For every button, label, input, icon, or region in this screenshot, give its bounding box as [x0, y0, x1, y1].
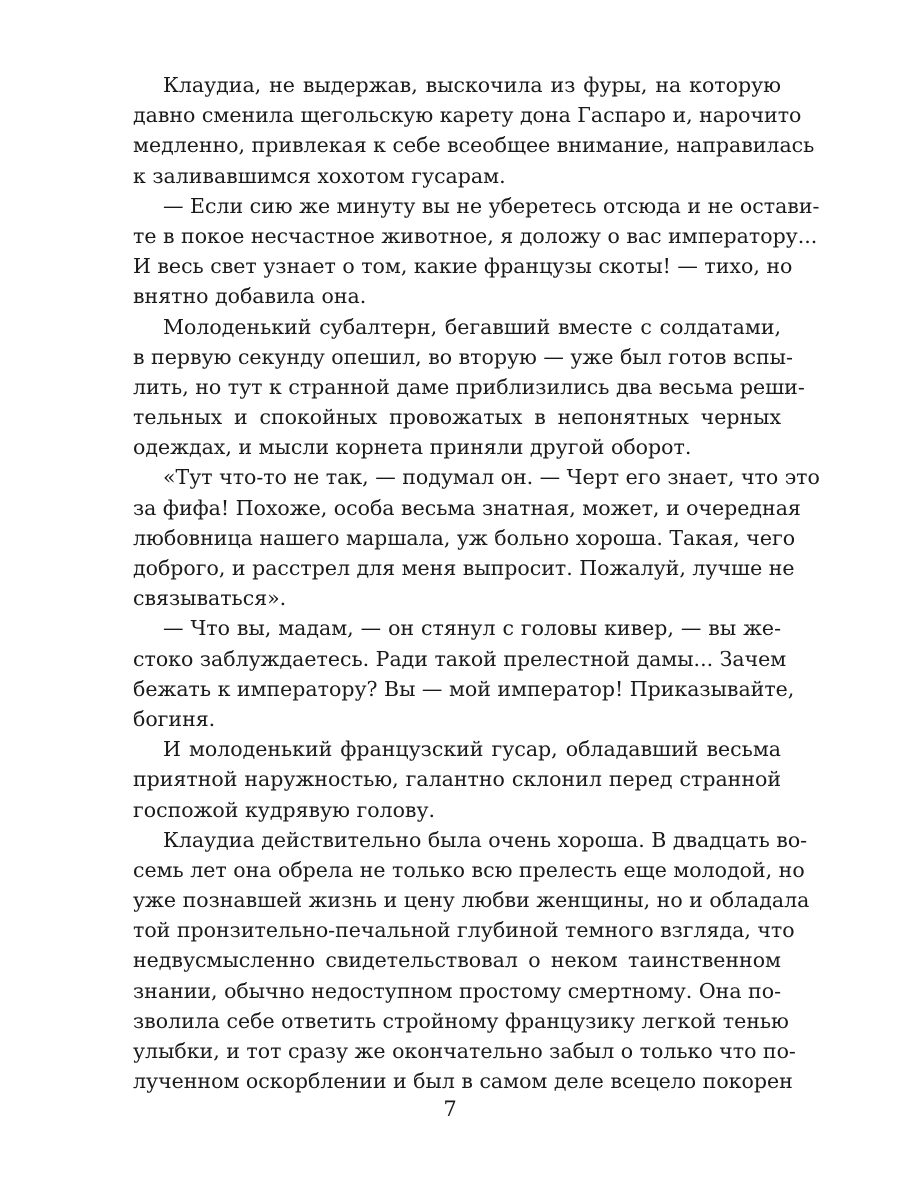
text-line: Клаудиа действительно была очень хороша. В двадцать во- — [163, 827, 808, 852]
text-line: госпожой кудрявую голову. — [133, 797, 436, 822]
text-line: лить, но тут к странной даме приблизились два весьма реши- — [133, 374, 805, 399]
text-line: связываться». — [133, 586, 287, 611]
text-line: семь лет она обрела не только всю прелесть еще молодой, но — [133, 857, 805, 882]
text-line: — Если сию же минуту вы не уберетесь отсюда и не остави- — [163, 193, 820, 218]
text-line: приятной наружностью, галантно склонил перед странной — [133, 767, 781, 792]
text-line: доброго, и расстрел для меня выпросит. Пожалуй, лучше не — [133, 556, 795, 580]
text-line: той пронзительно-печальной глубиной темного взгляда, что — [133, 918, 795, 943]
text-line: за фифа! Похоже, особа весьма знатная, может, и очередная — [133, 495, 801, 520]
text-line: богиня. — [133, 706, 216, 731]
text-line: И весь свет узнает о том, какие французы скоты! — тихо, но — [133, 254, 793, 279]
text-line: в первую секунду опешил, во вторую — уже был готов вспы- — [133, 344, 793, 369]
paragraph — [133, 312, 805, 463]
body-text — [133, 70, 820, 1096]
text-line: недвусмысленно свидетельствовал о неком таинственном — [133, 948, 781, 973]
text-line: лученном оскорблении и был в самом деле всецело покорен — [133, 1069, 793, 1094]
paragraph — [133, 462, 820, 613]
text-line: стоко заблуждаетесь. Ради такой прелестной дамы... Зачем — [133, 646, 787, 671]
text-line: зволила себе ответить стройному французику легкой тенью — [133, 1008, 789, 1033]
text-line: те в покое несчастное животное, я доложу о вас императору... — [133, 223, 818, 248]
text-line: давно сменила щегольскую карету дона Гаспаро и, нарочито — [133, 103, 802, 128]
text-line: Клаудиа, не выдержав, выскочила из фуры, на которую — [163, 73, 781, 97]
paragraph — [133, 825, 810, 1097]
text-line: к заливавшимся хохотом гусарам. — [133, 163, 506, 188]
text-line: любовница нашего маршала, уж больно хороша. Такая, чего — [133, 525, 796, 550]
text-line: И молоденький французский гусар, обладавший весьма — [163, 737, 781, 762]
text-line: Молоденький субалтерн, бегавший вместе с солдатами, — [163, 314, 781, 339]
text-line: бежать к императору? Вы — мой император! Приказывайте, — [133, 676, 795, 701]
page-number: 7 — [443, 1097, 457, 1121]
text-line: «Тут что-то не так, — подумал он. — Черт его знает, что это — [163, 465, 820, 490]
paragraph — [133, 613, 795, 734]
text-line: медленно, привлекая к себе всеобщее внимание, направилась — [133, 133, 815, 158]
text-line: знании, обычно недоступном простому смертному. Она по- — [133, 978, 781, 1003]
text-line: тельных и спокойных провожатых в непонятных черных — [133, 405, 781, 430]
paragraph — [133, 191, 820, 312]
paragraph — [133, 70, 815, 191]
text-line: улыбки, и тот сразу же окончательно забыл о только что по- — [133, 1039, 796, 1063]
text-line: внятно добавила она. — [133, 284, 367, 309]
text-line: уже познавшей жизнь и цену любви женщины, но и обладала — [133, 888, 810, 913]
paragraph — [133, 734, 781, 825]
text-line: — Что вы, мадам, — он стянул с головы кивер, — вы же- — [163, 616, 781, 641]
text-line: одеждах, и мысли корнета приняли другой оборот. — [133, 435, 692, 460]
